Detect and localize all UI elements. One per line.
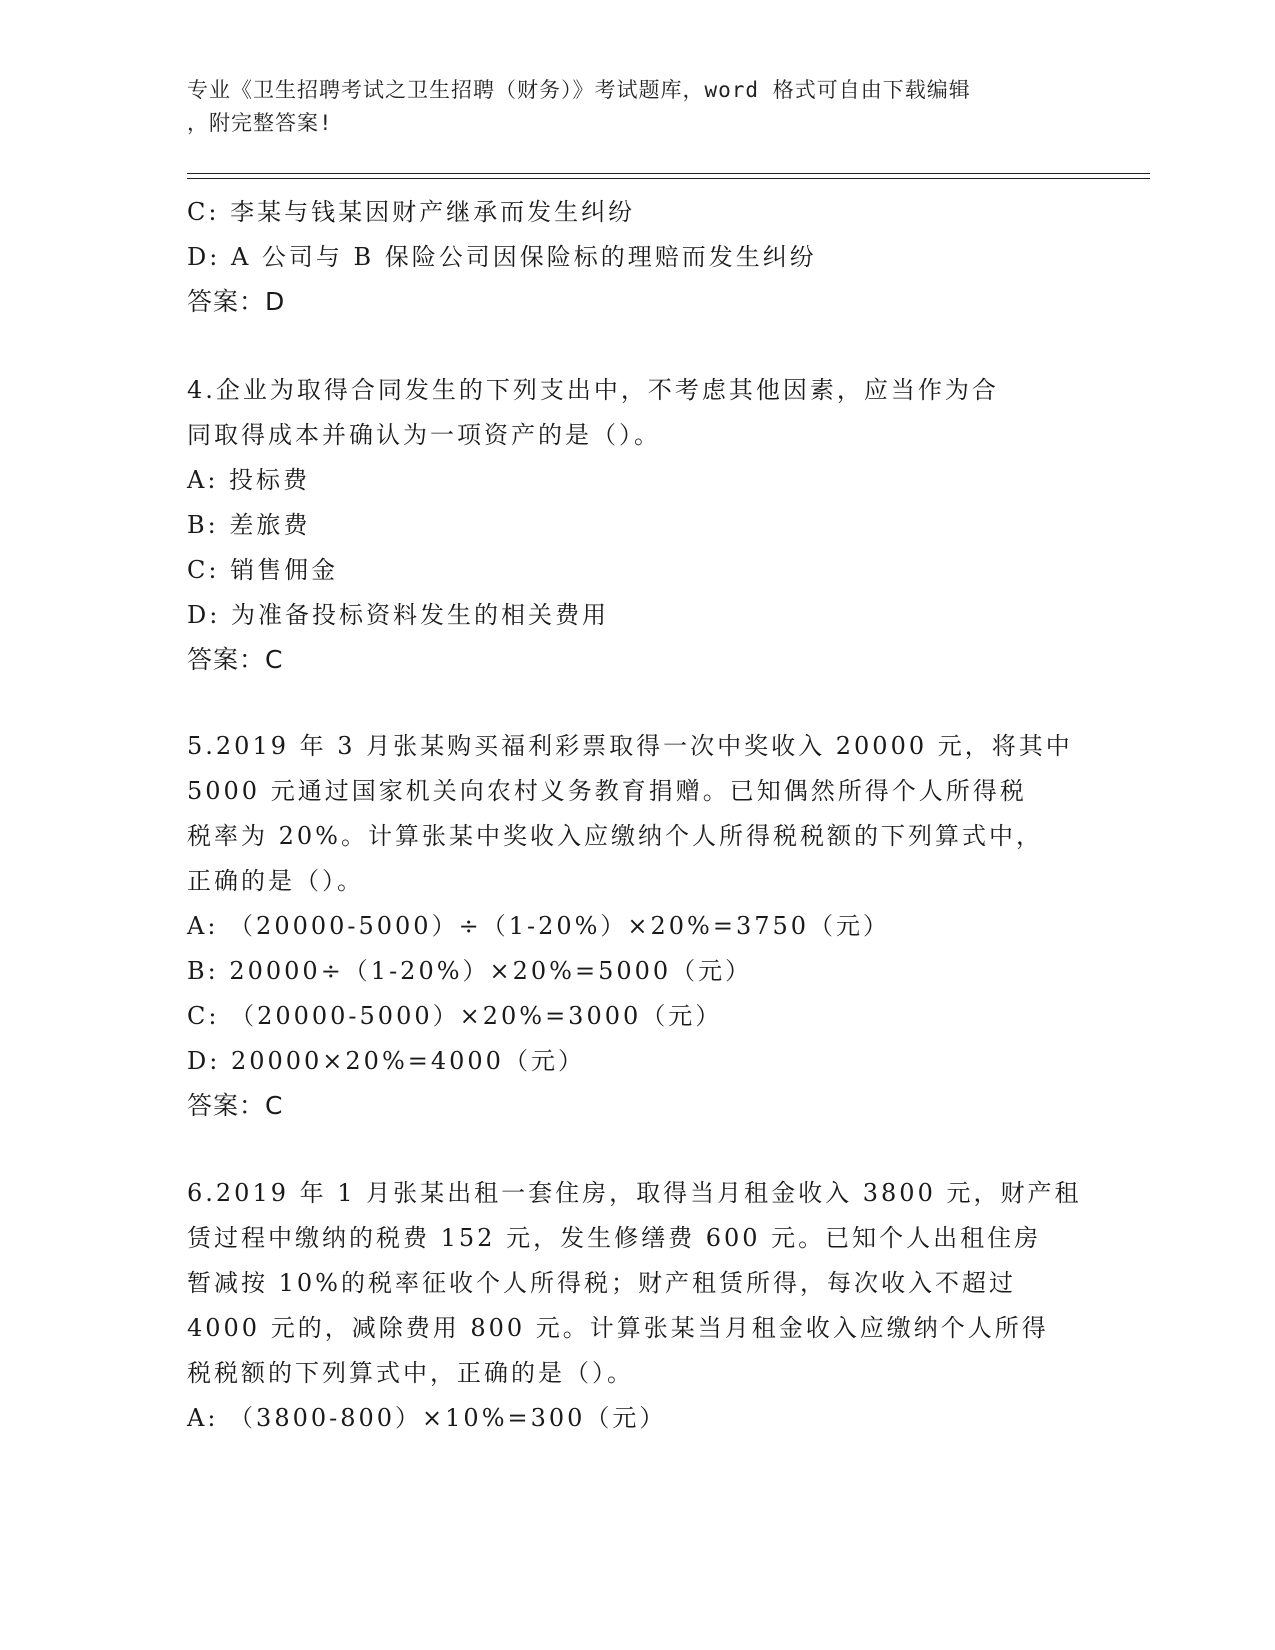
- header-line-2: ，附完整答案!: [187, 111, 333, 135]
- q6-stem-line-3: 暂减按 10%的税率征收个人所得税；财产租赁所得，每次收入不超过: [187, 1269, 1016, 1297]
- q6-stem-line-1: 6.2019 年 1 月张某出租一套住房，取得当月租金收入 3800 元，财产租: [187, 1179, 1082, 1207]
- q5-stem-line-4: 正确的是（）。: [187, 867, 364, 895]
- q6-option-a: A: （3800-800）×10%=300（元）: [187, 1404, 667, 1432]
- q5-stem-line-2: 5000 元通过国家机关向农村义务教育捐赠。已知偶然所得个人所得税: [187, 777, 1027, 805]
- q5-stem-line-3: 税率为 20%。计算张某中奖收入应缴纳个人所得税税额的下列算式中，: [187, 822, 1043, 850]
- header-line-1: 专业《卫生招聘考试之卫生招聘（财务）》考试题库，word 格式可自由下载编辑: [187, 78, 971, 102]
- q4-answer: 答案：C: [187, 645, 284, 674]
- q4-stem-line-2: 同取得成本并确认为一项资产的是（）。: [187, 421, 661, 449]
- q6-stem-line-5: 税税额的下列算式中，正确的是（）。: [187, 1359, 634, 1387]
- q3-option-c: C: 李某与钱某因财产继承而发生纠纷: [187, 198, 636, 226]
- q4-stem-line-1: 4.企业为取得合同发生的下列支出中，不考虑其他因素，应当作为合: [187, 376, 999, 404]
- q4-option-b: B: 差旅费: [187, 511, 311, 539]
- q5-option-c: C: （20000-5000）×20%=3000（元）: [187, 1002, 723, 1030]
- document-header: [187, 74, 1067, 140]
- q4-option-c: C: 销售佣金: [187, 556, 339, 584]
- q6-stem-line-2: 赁过程中缴纳的税费 152 元，发生修缮费 600 元。已知个人出租住房: [187, 1224, 1042, 1252]
- q3-option-d: D: A 公司与 B 保险公司因保险标的理赔而发生纠纷: [187, 243, 817, 271]
- q4-option-d: D: 为准备投标资料发生的相关费用: [187, 601, 609, 629]
- q5-option-b: B: 20000÷（1-20%）×20%=5000（元）: [187, 957, 753, 985]
- q5-option-a: A: （20000-5000）÷（1-20%）×20%=3750（元）: [187, 912, 891, 940]
- q4-option-a: A: 投标费: [187, 466, 311, 494]
- header-rule-bottom: [187, 178, 1150, 179]
- q5-stem-line-1: 5.2019 年 3 月张某购买福利彩票取得一次中奖收入 20000 元，将其中: [187, 732, 1073, 760]
- header-rule-top: [187, 173, 1150, 174]
- q3-answer: 答案：D: [187, 287, 286, 316]
- q5-answer: 答案：C: [187, 1091, 284, 1120]
- q5-option-d: D: 20000×20%=4000（元）: [187, 1047, 585, 1075]
- q6-stem-line-4: 4000 元的，减除费用 800 元。计算张某当月租金收入应缴纳个人所得: [187, 1314, 1049, 1342]
